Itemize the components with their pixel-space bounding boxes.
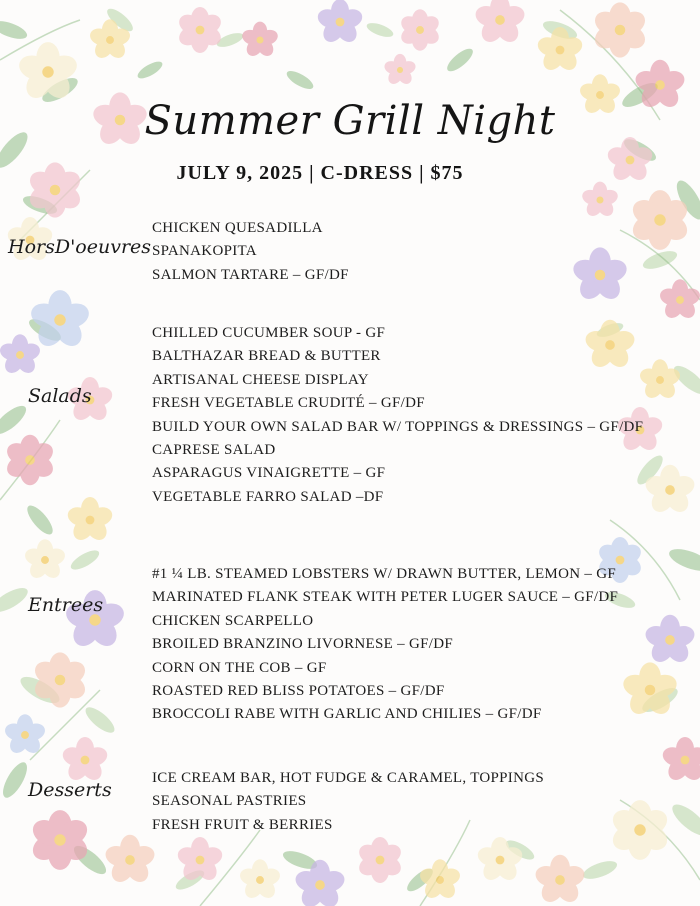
flower-decoration — [608, 800, 671, 860]
flower-decoration — [658, 279, 700, 321]
flower-decoration — [315, 0, 364, 46]
leaf-decoration — [68, 547, 102, 574]
flower-decoration — [240, 22, 279, 60]
flower-decoration — [31, 652, 90, 707]
leaf-decoration — [0, 17, 29, 42]
menu-item: ASPARAGUS VINAIGRETTE – GF — [152, 465, 386, 482]
menu-item: FRESH VEGETABLE CRUDITÉ – GF/DF — [152, 395, 425, 412]
flower-decoration — [418, 859, 462, 901]
desserts-list — [152, 767, 544, 837]
flower-decoration — [65, 497, 114, 544]
menu-title: Summer Grill Night — [144, 98, 556, 144]
section-label-salads: Salads — [28, 385, 92, 407]
menu-item: #1 ¼ LB. STEAMED LOBSTERS W/ DRAWN BUTTER, LEMON – GF — [152, 566, 617, 582]
leaf-decoration — [284, 68, 316, 93]
menu-item: BUILD YOUR OWN SALAD BAR W/ TOPPINGS & DRESSINGS – GF/DF — [152, 418, 644, 435]
section-label-hors-doeuvres: HorsD'oeuvres — [8, 236, 152, 258]
hors-doeuvres-list — [152, 217, 349, 287]
menu-item: BROCCOLI RABE WITH GARLIC AND CHILIES – GF/DF — [152, 706, 542, 723]
menu-item: ICE CREAM BAR, HOT FUDGE & CARAMEL, TOPPINGS — [152, 770, 545, 786]
leaf-decoration — [668, 799, 700, 840]
flower-decoration — [356, 837, 405, 883]
menu-item: ARTISANAL CHEESE DISPLAY — [152, 371, 369, 388]
menu-item: CAPRESE SALAD — [152, 442, 276, 459]
section-label-entrees: Entrees — [28, 594, 104, 616]
flower-decoration — [473, 0, 527, 46]
menu-item: MARINATED FLANK STEAK WITH PETER LUGER SAUCE – GF/DF — [152, 589, 619, 606]
menu-item: SEASONAL PASTRIES — [152, 793, 307, 810]
leaf-decoration — [0, 759, 32, 801]
flower-decoration — [176, 7, 225, 53]
flower-decoration — [660, 737, 700, 784]
event-details: JULY 9, 2025 | C-DRESS | $75 — [176, 162, 464, 184]
leaf-decoration — [666, 545, 700, 576]
flower-decoration — [60, 737, 109, 784]
leaf-decoration — [82, 703, 118, 737]
section-label-desserts: Desserts — [28, 779, 112, 801]
flower-decoration — [398, 9, 442, 50]
flower-decoration — [638, 359, 682, 401]
menu-item: CHICKEN SCARPELLO — [152, 612, 314, 629]
menu-item: BALTHAZAR BREAD & BUTTER — [152, 348, 381, 365]
menu-item: SPANAKOPITA — [152, 243, 257, 260]
leaf-decoration — [444, 45, 476, 75]
flower-decoration — [643, 615, 697, 667]
menu-item: FRESH FRUIT & BERRIES — [152, 816, 333, 833]
menu-item: SALMON TARTARE – GF/DF — [152, 266, 349, 283]
flower-decoration — [535, 27, 584, 74]
flower-decoration — [103, 835, 157, 887]
flower-decoration — [533, 855, 587, 906]
flower-decoration — [580, 182, 619, 220]
flower-decoration — [0, 334, 42, 376]
flower-decoration — [23, 539, 67, 581]
flower-decoration — [238, 859, 282, 901]
leaf-decoration — [135, 58, 165, 81]
flower-decoration — [570, 247, 629, 303]
salads-list — [152, 322, 643, 509]
flower-decoration — [591, 2, 650, 57]
menu-item: BROILED BRANZINO LIVORNESE – GF/DF — [152, 636, 454, 653]
entrees-list — [152, 563, 618, 727]
leaf-decoration — [365, 20, 395, 40]
leaf-decoration — [23, 502, 57, 538]
leaf-decoration — [0, 583, 31, 616]
flower-decoration — [383, 54, 418, 87]
menu-item: CORN ON THE COB – GF — [152, 659, 327, 676]
menu-item: VEGETABLE FARRO SALAD –DF — [152, 488, 384, 505]
menu-item: ROASTED RED BLISS POTATOES – GF/DF — [152, 683, 445, 700]
flower-decoration — [28, 290, 92, 351]
leaf-decoration — [0, 401, 30, 438]
menu-item: CHILLED CUCUMBER SOUP - GF — [152, 325, 386, 341]
flower-decoration — [3, 435, 57, 486]
leaf-decoration — [581, 857, 620, 882]
menu-item: CHICKEN QUESADILLA — [152, 220, 323, 236]
